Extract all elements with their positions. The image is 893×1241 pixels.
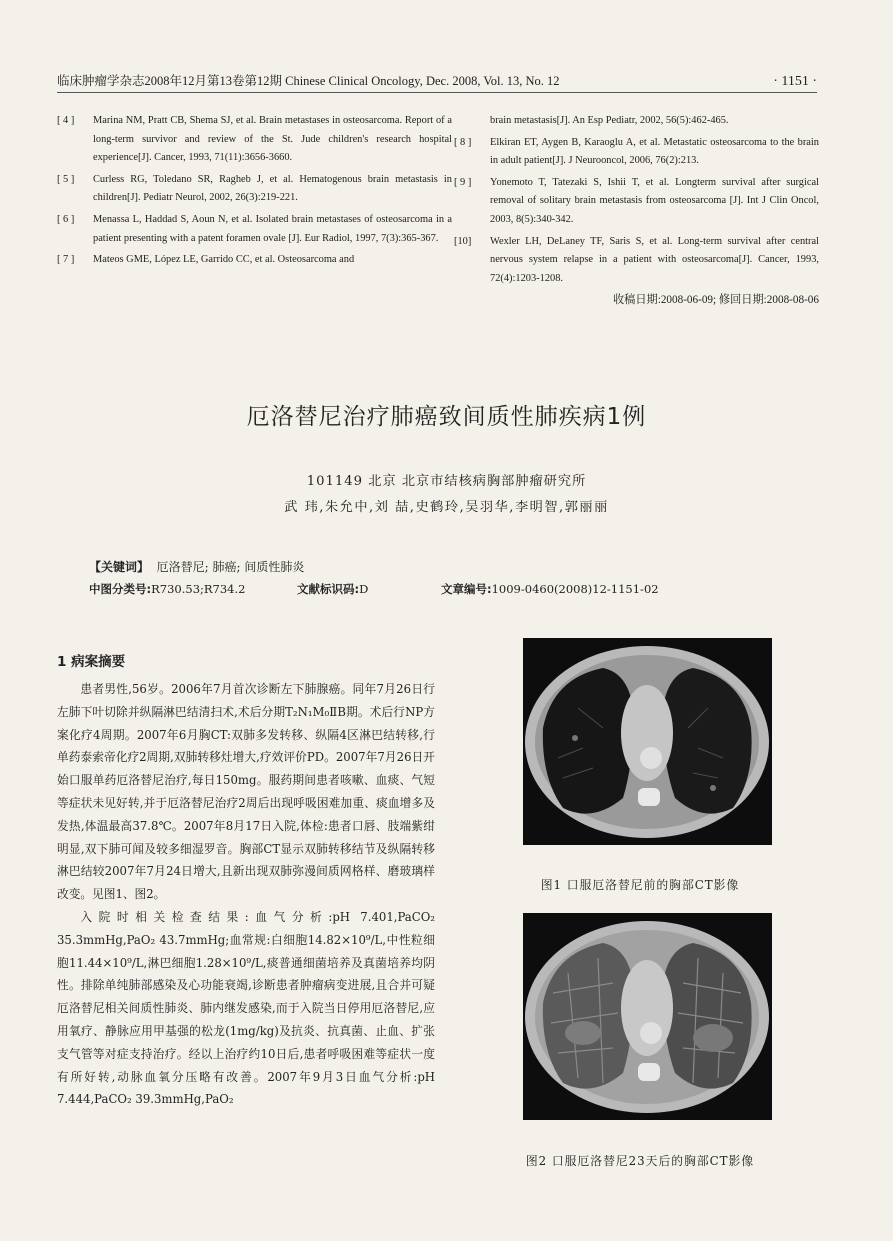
figure-1-caption: 图1 口服厄洛替尼前的胸部CT影像: [540, 878, 740, 892]
keywords-value: 厄洛替尼; 肺癌; 间质性肺炎: [156, 560, 305, 574]
reference-item: [ 5 ] Curless RG, Toledano SR, Ragheb J, et al. Hematogenous brain metastasis in children[J]. Pediatr Neurol, 2002, 26(3):219-221.: [57, 173, 452, 204]
reference-item: [ 9 ] Yonemoto T, Tatezaki S, Ishii T, et al. Longterm survival after surgical removal of solitary brain metastasis from osteosarcoma [J]. Int J Clin Oncol, 2003, 8(5):340-342.: [454, 176, 819, 225]
ct-scan-image: [523, 638, 772, 845]
article-number-value: 1009-0460(2008)12-1151-02: [491, 582, 659, 596]
running-header: [57, 70, 817, 93]
journal-citation: 临床肿瘤学杂志2008年12月第13卷第12期 Chinese Clinical Oncology, Dec. 2008, Vol. 13, No. 12: [57, 74, 560, 88]
affiliation: 101149 北京 北京市结核病胸部肿瘤研究所: [306, 474, 587, 489]
reference-item: [ 7 ] Mateos GME, López LE, Garrido CC, et al. Osteosarcoma and: [57, 254, 355, 266]
section-heading: 1 病案摘要: [57, 654, 126, 670]
paragraph: 入院时相关检查结果:血气分析:pH 7.401,PaCO₂ 35.3mmHg,PaO₂ 43.7mmHg;血常规:白细胞14.82×10⁹/L,中性粒细胞11.44×10⁹/L,淋巴细胞1.28×10⁹/L,痰普通细菌培养及真菌培养均阴性。排除单纯肺部感染及心功能衰竭,诊断患者肿瘤病变进展,且合并可疑厄洛替尼相关间质性肺炎、肺内继发感染,而于入院当日停用厄洛替尼,应用氧疗、静脉应用甲基强的松龙(1mg/kg)及抗炎、抗真菌、止血、扩张支气管等对症支持治疗。经以上治疗约10日后,患者呼吸困难等症状一度有所好转,动脉血氧分压略有改善。2007年9月3日血气分析:pH 7.444,PaCO₂ 39.3mmHg,PaO₂: [57, 909, 435, 1107]
clc-group: [89, 581, 245, 597]
figure-2-caption: 图2 口服厄洛替尼23天后的胸部CT影像: [525, 1154, 755, 1168]
doc-code-group: [297, 581, 368, 597]
body-text: [57, 678, 435, 1111]
references-column-right: [454, 112, 819, 310]
reference-item: [ 8 ] Elkiran ET, Aygen B, Karaoglu A, et al. Metastatic osteosarcoma to the brain in adult patient[J]. J Neurooncol, 2006, 76(2):213.: [454, 136, 819, 167]
doc-code-label: 文献标识码:: [297, 582, 360, 596]
page-number: · 1151 ·: [773, 74, 817, 89]
reference-item: [10] Wexler LH, DeLaney TF, Saris S, et al. Long-term survival after central nervous system relapse in a patient with osteosarcoma[J]. Cancer, 1993, 72(4):1203-1208.: [454, 235, 819, 284]
article-number-label: 文章编号:: [441, 582, 492, 596]
reference-item: [ 6 ] Menassa L, Haddad S, Aoun N, et al. Isolated brain metastases of osteosarcoma in a patient presenting with a patent foramen ovale [J]. Eur Radiol, 1997, 7(3):365-367.: [57, 213, 452, 244]
article-title: 厄洛替尼治疗肺癌致间质性肺疾病1例: [246, 404, 647, 430]
doc-code-value: D: [359, 582, 369, 596]
references-column-left: [57, 112, 452, 273]
clc-value: R730.53;R734.2: [151, 582, 246, 596]
reference-item: [ 4 ] Marina NM, Pratt CB, Shema SJ, et al. Brain metastases in osteosarcoma. Report of a long-term survivor and review of the St. Jude children's research hospital experience[J]. Cancer, 1993, 71(11):3656-3660.: [57, 115, 452, 164]
ct-scan-image: [523, 913, 772, 1120]
keywords-label: 【关键词】: [89, 560, 150, 574]
clc-label: 中图分类号:: [89, 582, 152, 596]
figure-ct-after: [523, 913, 772, 1120]
received-date: 收稿日期:2008-06-09; 修回日期:2008-08-06: [612, 294, 819, 307]
figure-ct-before: [523, 638, 772, 845]
reference-item: brain metastasis[J]. An Esp Pediatr, 2002, 56(5):462-465.: [490, 115, 729, 126]
authors: 武 玮,朱允中,刘 喆,史鹤玲,吴羽华,李明智,郭丽丽: [284, 500, 609, 515]
keywords: [89, 558, 304, 575]
paragraph: 患者男性,56岁。2006年7月首次诊断左下肺腺癌。同年7月26日行左肺下叶切除并纵隔淋巴结清扫术,术后分期T₂N₁M₀ⅡB期。术后行NP方案化疗4周期。2007年6月胸CT:双肺多发转移、纵隔4区淋巴结转移,行单药泰索帝化疗2周期,双肺转移灶增大,疗效评价PD。2007年7月26日开始口服单药厄洛替尼治疗,每日150mg。服药期间患者咳嗽、血痰、气短等症状未见好转,并于厄洛替尼治疗2周后出现呼吸困难加重、痰血增多及发热,体温最高37.8℃。2007年8月17日入院,体检:患者口唇、肢端紫绀明显,双下肺可闻及较多细湿罗音。胸部CT显示双肺转移结节及纵隔转移淋巴结较2007年7月24日增大,且新出现双肺弥漫间质网格样、磨玻璃样改变。见图1、图2。: [57, 682, 435, 902]
article-number-group: [441, 581, 659, 597]
